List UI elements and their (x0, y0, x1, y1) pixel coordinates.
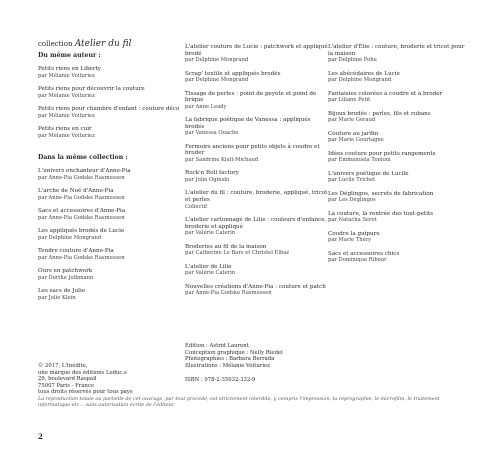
collection-header (38, 39, 132, 49)
book-title: Idées couture pour petits rangements (328, 150, 436, 157)
book-entry (185, 144, 330, 164)
book-title: L'atelier d'Élie : couture, broderie et tricot pour la maison (328, 44, 465, 57)
book-entry (328, 111, 468, 124)
book-author: par Dominique Ribour (328, 257, 387, 264)
book-author: par Emmanuela Tonioni (328, 157, 391, 164)
book-entry (38, 106, 183, 119)
book-title: La fabrique poétique de Vanessa : appliqués brodés (185, 117, 311, 130)
collection-prefix: collection (38, 40, 73, 48)
book-author: par Anne Leady (185, 103, 227, 110)
book-title: Petits riens en cuir (38, 126, 92, 132)
book-title: Fermoirs anciens pour petits objets à coudre et broder (185, 143, 320, 157)
book-title: Les sacs de Julie (38, 288, 86, 294)
book-author: par Delphine Mongrand (185, 77, 249, 84)
book-title: L'atelier de Lilie (185, 263, 232, 270)
book-title: L'univers poétique de Lucile (328, 170, 409, 177)
book-title: Tendre couture d'Anne-Pia (38, 248, 114, 254)
book-entry (185, 170, 330, 183)
book-author: par Anne-Pia Godske Rasmussen (38, 214, 125, 221)
book-title: Couture au jardin (328, 130, 379, 137)
book-entry (328, 211, 468, 224)
book-author: par Sandrine Kielt-Michaud (185, 156, 259, 163)
book-title: Sacs et accessoires chics (328, 250, 400, 257)
book-entry (185, 284, 330, 297)
book-title: Les appliqués brodés de Lucie (38, 228, 125, 234)
book-author: par Mélanie Voituriez (38, 72, 95, 79)
book-author: Collectif (185, 203, 208, 210)
book-entry (38, 126, 183, 139)
book-author: par Mélanie Voituriez (38, 132, 95, 139)
book-entry (328, 171, 468, 184)
book-title: Broderies au fil de la maison (185, 243, 267, 250)
book-entry (185, 44, 330, 64)
credit-line: Photographies : Barbara Berrada (185, 356, 275, 363)
legal-notice: La reproduction totale ou partielle de cet ouvrage, par tout procédé, est strictement interdite, y compris l'impression, la reprographie, le microfilm, le traitement informatique etc… sans autorisation écrite de l'éditeur. (38, 396, 440, 409)
book-author: par Marie Géraud (328, 117, 376, 124)
book-author: par Vanessa Ouache (185, 130, 239, 137)
book-title: L'atelier cartonnage de Lilie : couleurs d'enfance, broderie et appliqué (185, 216, 327, 230)
book-entry (328, 191, 468, 204)
book-author: par Valérie Caterin (185, 270, 236, 277)
book-entry (185, 244, 330, 257)
book-title: L'univers enchanteur d'Anne-Pia (38, 168, 131, 174)
book-author: par Marie Gourtagne (328, 137, 384, 144)
column-left (38, 52, 183, 308)
book-title: Coudre la guipure (328, 230, 380, 237)
publisher-line: tous droits réservés pour tous pays (38, 389, 133, 396)
book-author: par Julie Oginski (185, 176, 230, 183)
book-entry (185, 217, 330, 237)
book-title: L'atelier du fil : couture, broderie, appliqué, tricot et perles (185, 190, 328, 203)
book-entry (38, 168, 183, 181)
credit-line: Édition : Astrid Laurent (185, 343, 249, 349)
book-title: Ours en patchwork (38, 268, 93, 274)
publisher-line: 75007 Paris - France (38, 382, 94, 389)
book-entry (328, 131, 468, 144)
book-author: par Les Déglingos (328, 197, 376, 204)
book-author: par Julie Klein (38, 294, 76, 301)
book-title: La couture, la rentrée des tout-petits (328, 210, 434, 217)
publisher-line: © 2017, L'Inédite, (38, 363, 88, 369)
book-title: Les abécédaires de Lucie (328, 70, 400, 77)
book-author: par Marie Théry (328, 237, 372, 244)
book-entry (328, 251, 468, 264)
book-author: par Anne-Pia Godske Rasmussen (185, 290, 272, 297)
book-entry (38, 228, 183, 241)
book-author: par Mélanie Voituriez (38, 92, 95, 99)
book-author: par Natacha Serot (328, 217, 377, 224)
book-entry (185, 91, 330, 111)
isbn: ISBN : 978-2-35032-332-9 (185, 377, 256, 384)
book-title: Scrap' textile et appliqués brodés (185, 70, 281, 77)
book-entry (38, 268, 183, 281)
book-author: par Anne-Pia Godske Rasmussen (38, 254, 125, 261)
book-title: Les Déglingos, secrets de fabrication (328, 190, 434, 197)
same-author-list (38, 66, 183, 139)
book-title: Rock'n Roll factory (185, 170, 239, 177)
book-author: par Dorthe Jolbmann (38, 274, 94, 281)
book-entry (185, 71, 330, 84)
book-entry (328, 151, 468, 164)
book-title: Sacs et accessoires d'Anne-Pia (38, 208, 126, 214)
book-title: Fantaisies colorées à coudre et à broder (328, 90, 443, 97)
book-entry (38, 188, 183, 201)
book-author: par Valérie Caterin (185, 230, 236, 237)
page-number: 2 (38, 432, 43, 441)
book-entry (38, 288, 183, 301)
credits-block (185, 343, 330, 384)
column-middle (185, 44, 330, 304)
book-title: Tissage de perles : point de peyote et point de brique (185, 90, 317, 104)
book-author: par Anne-Pia Godske Rasmussen (38, 174, 125, 181)
publisher-block (38, 363, 183, 396)
book-title: Petits riens en Liberty (38, 66, 101, 72)
book-author: par Delphine Pohu (328, 57, 377, 64)
book-author: par Anne-Pia Godske Rasmussen (38, 194, 125, 201)
book-title: Bijoux brodés : perles, fils et rubans (328, 110, 431, 117)
publisher-line: une marque des éditions Leduc.s (38, 369, 127, 376)
same-author-title: Du même auteur : (38, 52, 101, 59)
book-title: Petits riens pour découvrir la couture (38, 86, 145, 92)
book-title: L'atelier couture de Lucie : patchwork et appliqué brodé (185, 44, 328, 57)
same-collection-list (38, 168, 183, 301)
book-title: L'arche de Noé d'Anne-Pia (38, 188, 114, 194)
middle-book-list (185, 44, 330, 297)
book-entry (328, 231, 468, 244)
book-author: par Mélanie Voituriez (38, 112, 95, 119)
book-entry (328, 71, 468, 84)
credit-line: Conception graphique : Nelly Riedel (185, 349, 283, 356)
right-book-list (328, 44, 468, 264)
book-entry (328, 44, 468, 64)
book-title: Nouvelles créations d'Anne-Pia : couture et patch (185, 283, 326, 290)
column-right (328, 44, 468, 271)
book-entry (328, 91, 468, 104)
collection-name: Atelier du fil (74, 39, 132, 49)
book-author: par Delphine Mongrand (38, 234, 102, 241)
book-entry (185, 264, 330, 277)
book-author: par Lucile Trichet (328, 177, 376, 184)
book-entry (38, 208, 183, 221)
publisher-line: 29, boulevard Raspail (38, 376, 97, 383)
book-entry (38, 248, 183, 261)
book-author: par Delphine Mongrand (185, 57, 249, 64)
book-entry (38, 66, 183, 79)
book-entry (38, 86, 183, 99)
same-collection-title: Dans la même collection : (38, 154, 128, 161)
credit-line: Illustrations : Mélanie Voituriez (185, 362, 270, 369)
book-entry (185, 190, 330, 210)
book-entry (185, 117, 330, 137)
book-author: par Liliane Petit (328, 97, 371, 104)
book-author: par Delphine Mongrand (328, 77, 392, 84)
book-title: Petits riens pour chambre d'enfant : couture déco (38, 106, 180, 112)
book-author: par Catherine Le Bars et Christel Elbaz (185, 250, 290, 257)
